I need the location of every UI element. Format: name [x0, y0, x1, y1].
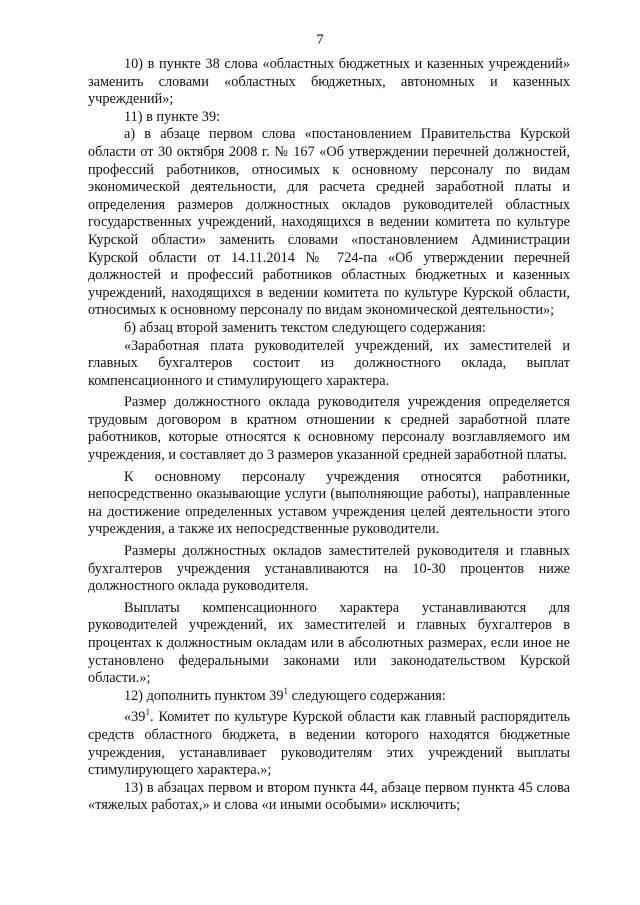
page-number: 7 — [316, 32, 324, 48]
point-39-1-paragraph — [88, 709, 570, 779]
subitem-b-paragraph: б) абзац второй заменить текстом следующего содержания: — [124, 319, 486, 336]
quoted-paragraph-main-staff: К основному персоналу учреждения относятся работники, непосредственно оказывающие услуги (выполняющие работы), направленные на достижение определенных уставом учреждения целей деятельности этого учреждения, а также их непосредственные руководители. — [88, 468, 570, 538]
item-13-paragraph: 13) в абзацах первом и втором пункта 44, абзаце первом пункта 45 слова «тяжелых работах,» и слова «и иными особыми» исключить; — [88, 779, 570, 814]
point-39-1-superscript: 1 — [145, 707, 150, 718]
document-body — [88, 56, 570, 815]
subitem-a-paragraph: а) в абзаце первом слова «постановлением Правительства Курской области от 30 октября 2008 г. № 167 «Об утверждении перечней должностей, профессий работников, относимых к основному персоналу по видам экономической деятельности, для расчета средней заработной платы и определения размеров должностных окладов руководителей областных государственных учреждений, находящихся в ведении комитета по культуре Курской области» заменить словами «постановлением Администрации Курской области от 14.11.2014 № 724-па «Об утверждении перечней должностей и профессий работников областных бюджетных и казенных учреждений, находящихся в ведении комитета по культуре Курской области, относимых к основному персоналу по видам экономической деятельности»; — [88, 126, 570, 319]
quoted-paragraph-compensation: Выплаты компенсационного характера устанавливаются для руководителей учреждений, их заместителей и главных бухгалтеров в процентах к должностным окладам или в абсолютных размерах, если иное не установлено федеральными законами или законодательством Курской области.»; — [88, 599, 570, 687]
item-10-paragraph: 10) в пункте 38 слова «областных бюджетных и казенных учреждений» заменить словами «областных бюджетных, автономных и казенных учреждений»; — [88, 56, 570, 108]
item-12-text-before: 12) дополнить пунктом 39 — [124, 687, 284, 704]
quoted-paragraph-official-salary: Размер должностного оклада руководителя учреждения определяется трудовым договором в кратном отношении к средней заработной плате работников, которые относятся к основному персоналу возглавляемого им учреждения, и составляет до 3 размеров указанной средней заработной платы. — [88, 394, 570, 464]
point-39-1-text-after: . Комитет по культуре Курской области как главный распорядитель средств областного бюджета, в ведении которого находятся бюджетные учреждения, устанавливает руководителям этих учреждений выплаты стимулирующего характера.»; — [88, 709, 570, 779]
item-12-superscript: 1 — [283, 686, 289, 697]
item-12-text-after: следующего содержания: — [288, 687, 446, 704]
point-39-1-text-before: «39 — [124, 709, 146, 726]
quoted-paragraph-salary: «Заработная плата руководителей учреждений, их заместителей и главных бухгалтеров состоит из должностного оклада, выплат компенсационного и стимулирующего характера. — [88, 337, 570, 389]
item-12-paragraph — [88, 688, 570, 706]
quoted-paragraph-deputies: Размеры должностных окладов заместителей руководителя и главных бухгалтеров учреждения устанавливаются на 10-30 процентов ниже должностного оклада руководителя. — [88, 543, 570, 595]
item-11-heading: 11) в пункте 39: — [124, 108, 221, 125]
